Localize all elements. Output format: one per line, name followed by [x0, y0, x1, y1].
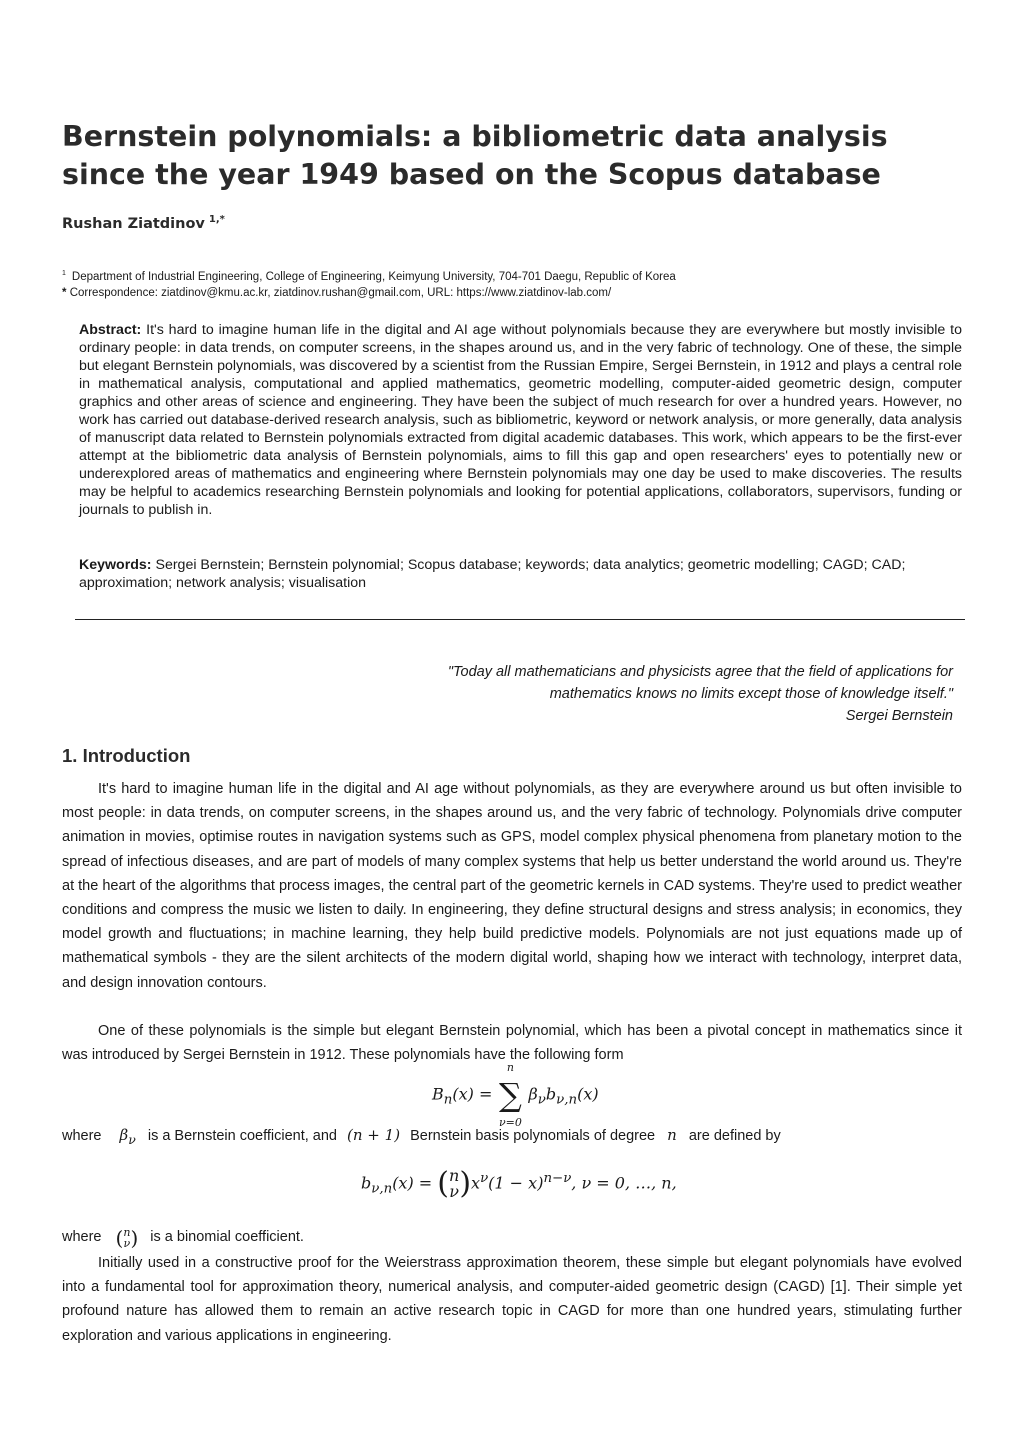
correspondence: * Correspondence: ziatdinov@kmu.ac.kr, ziatdinov.rushan@gmail.com, URL: https://www.ziatdinov-lab.com/	[62, 287, 612, 299]
where-line-2: where (n ν) is a binomial coefficient.	[62, 1226, 304, 1251]
abstract-text: It's hard to imagine human life in the digital and AI age without polynomials because they are everywhere but mostly invisible to ordinary people: in data trends, on computer screens, in the shapes around us, and in the very fabric of technology. One of these, the simple but elegant Bernstein polynomials, was discovered by a scientist from the Russian Empire, Sergei Bernstein, in 1912 and plays a central role in mathematical analysis, computational and applied mathematics, geometric modelling, computer-aided geometric design, computer graphics and other areas of science and engineering. They have been the subject of much research for over a hundred years. However, no work has carried out database-derived research analysis, such as bibliometric, keyword or network analysis, or more generally, data analysis of manuscript data related to Bernstein polynomials extracted from digital academic databases. This work, which appears to be the first-ever attempt at the bibliometric data analysis of Bernstein polynomials, aims to fill this gap and open researchers' eyes to potentially new or underexplored areas of mathematics and engineering where Bernstein polynomials may one day be used to make discoveries. The results may be helpful to academics researching Bernstein polynomials and looking for potential applications, collaborators, supervisors, funding or journals to publish in.	[79, 322, 962, 518]
affiliations	[62, 269, 962, 301]
section-heading: 1. Introduction	[62, 745, 191, 766]
paragraph-3: Initially used in a constructive proof for the Weierstrass approximation theorem, these simple but elegant polynomials have evolved into a fundamental tool for approximation theory, numerical analysis, and computer-aided geometric design (CAGD) [1]. Their simple yet profound nature has allowed them to remain an active research topic in CAGD for more than one hundred years, stimulating further exploration and various applications in engineering.	[62, 1255, 962, 1344]
affiliation-1: $^1$ Department of Industrial Engineering, College of Engineering, Keimyung University, 704-701 Daegu, Republic of Korea	[62, 270, 676, 283]
epigraph	[333, 661, 953, 727]
binomial-coefficient: (n ν)	[437, 1166, 472, 1201]
keywords	[79, 556, 962, 592]
author-marks: 1,*	[208, 214, 225, 226]
epigraph-line-1: "Today all mathematicians and physicists agree that the field of applications for	[447, 664, 953, 680]
abstract-label: Abstract:	[79, 322, 142, 338]
equation-basis-polynomial: $b_{\nu,n}(x) = (n$ $\nu)x^\nu(1 - x)^{n-\nu}$, ν = 0, …, n,	[361, 1166, 677, 1201]
paper-title: Bernstein polynomials: a bibliometric data analysis since the year 1949 based on the Scopus database	[62, 120, 888, 191]
section-divider	[75, 619, 965, 620]
equation-bernstein-polynomial: $B_n(x)$ = n ∑ ν=0 $\beta_\nu b_{\nu,n}(x)$	[432, 1061, 599, 1129]
abstract	[79, 321, 962, 519]
epigraph-line-2: mathematics knows no limits except those of knowledge itself."	[549, 686, 953, 702]
paragraph-1: It's hard to imagine human life in the digital and AI age without polynomials, as they are everywhere around us but often invisible to most people: in data trends, on computer screens, in the shapes around us, and the very fabric of technology. Polynomials drive computer animation in movies, optimise routes in navigation systems such as GPS, model complex physical phenomena from planetary motion to the spread of infectious diseases, and are part of models of many complex systems that help us better understand the world around us. They're at the heart of the algorithms that process images, the central part of the geometric kernels in CAD systems. They're used to predict weather conditions and compress the music we listen to daily. In engineering, they define structural designs and stress analysis; in economics, they model growth and fluctuations; in machine learning, they help build predictive models. Polynomials are not just equations made up of mathematical symbols - they are the silent architects of the modern digital world, shaping how we interact with technology, interpret data, and design innovation contours.	[62, 781, 962, 991]
binomial-inline: (n ν)	[115, 1226, 139, 1251]
paragraph-2: One of these polynomials is the simple but elegant Bernstein polynomial, which has been a pivotal concept in mathematics since it was introduced by Sergei Bernstein in 1912. These polynomials have the following form	[62, 1023, 962, 1064]
epigraph-attribution: Sergei Bernstein	[845, 708, 953, 724]
keywords-text: Sergei Bernstein; Bernstein polynomial; Scopus database; keywords; data analytics; geometric modelling; CAGD; CAD; approximation; network analysis; visualisation	[79, 557, 906, 591]
keywords-label: Keywords:	[79, 557, 152, 573]
author-name: Rushan Ziatdinov	[62, 216, 205, 232]
affiliation-mark: 1	[62, 270, 66, 278]
summation-symbol: n ∑ ν=0	[499, 1061, 522, 1129]
correspondence-mark: *	[62, 287, 67, 299]
author-line	[62, 216, 225, 232]
beta-coefficient: $\beta_\nu$	[119, 1126, 136, 1147]
where-line-1: where $\beta_\nu$ is a Bernstein coefficient, and (n + 1) Bernstein basis polynomials of degree n are defined by	[62, 1126, 781, 1147]
